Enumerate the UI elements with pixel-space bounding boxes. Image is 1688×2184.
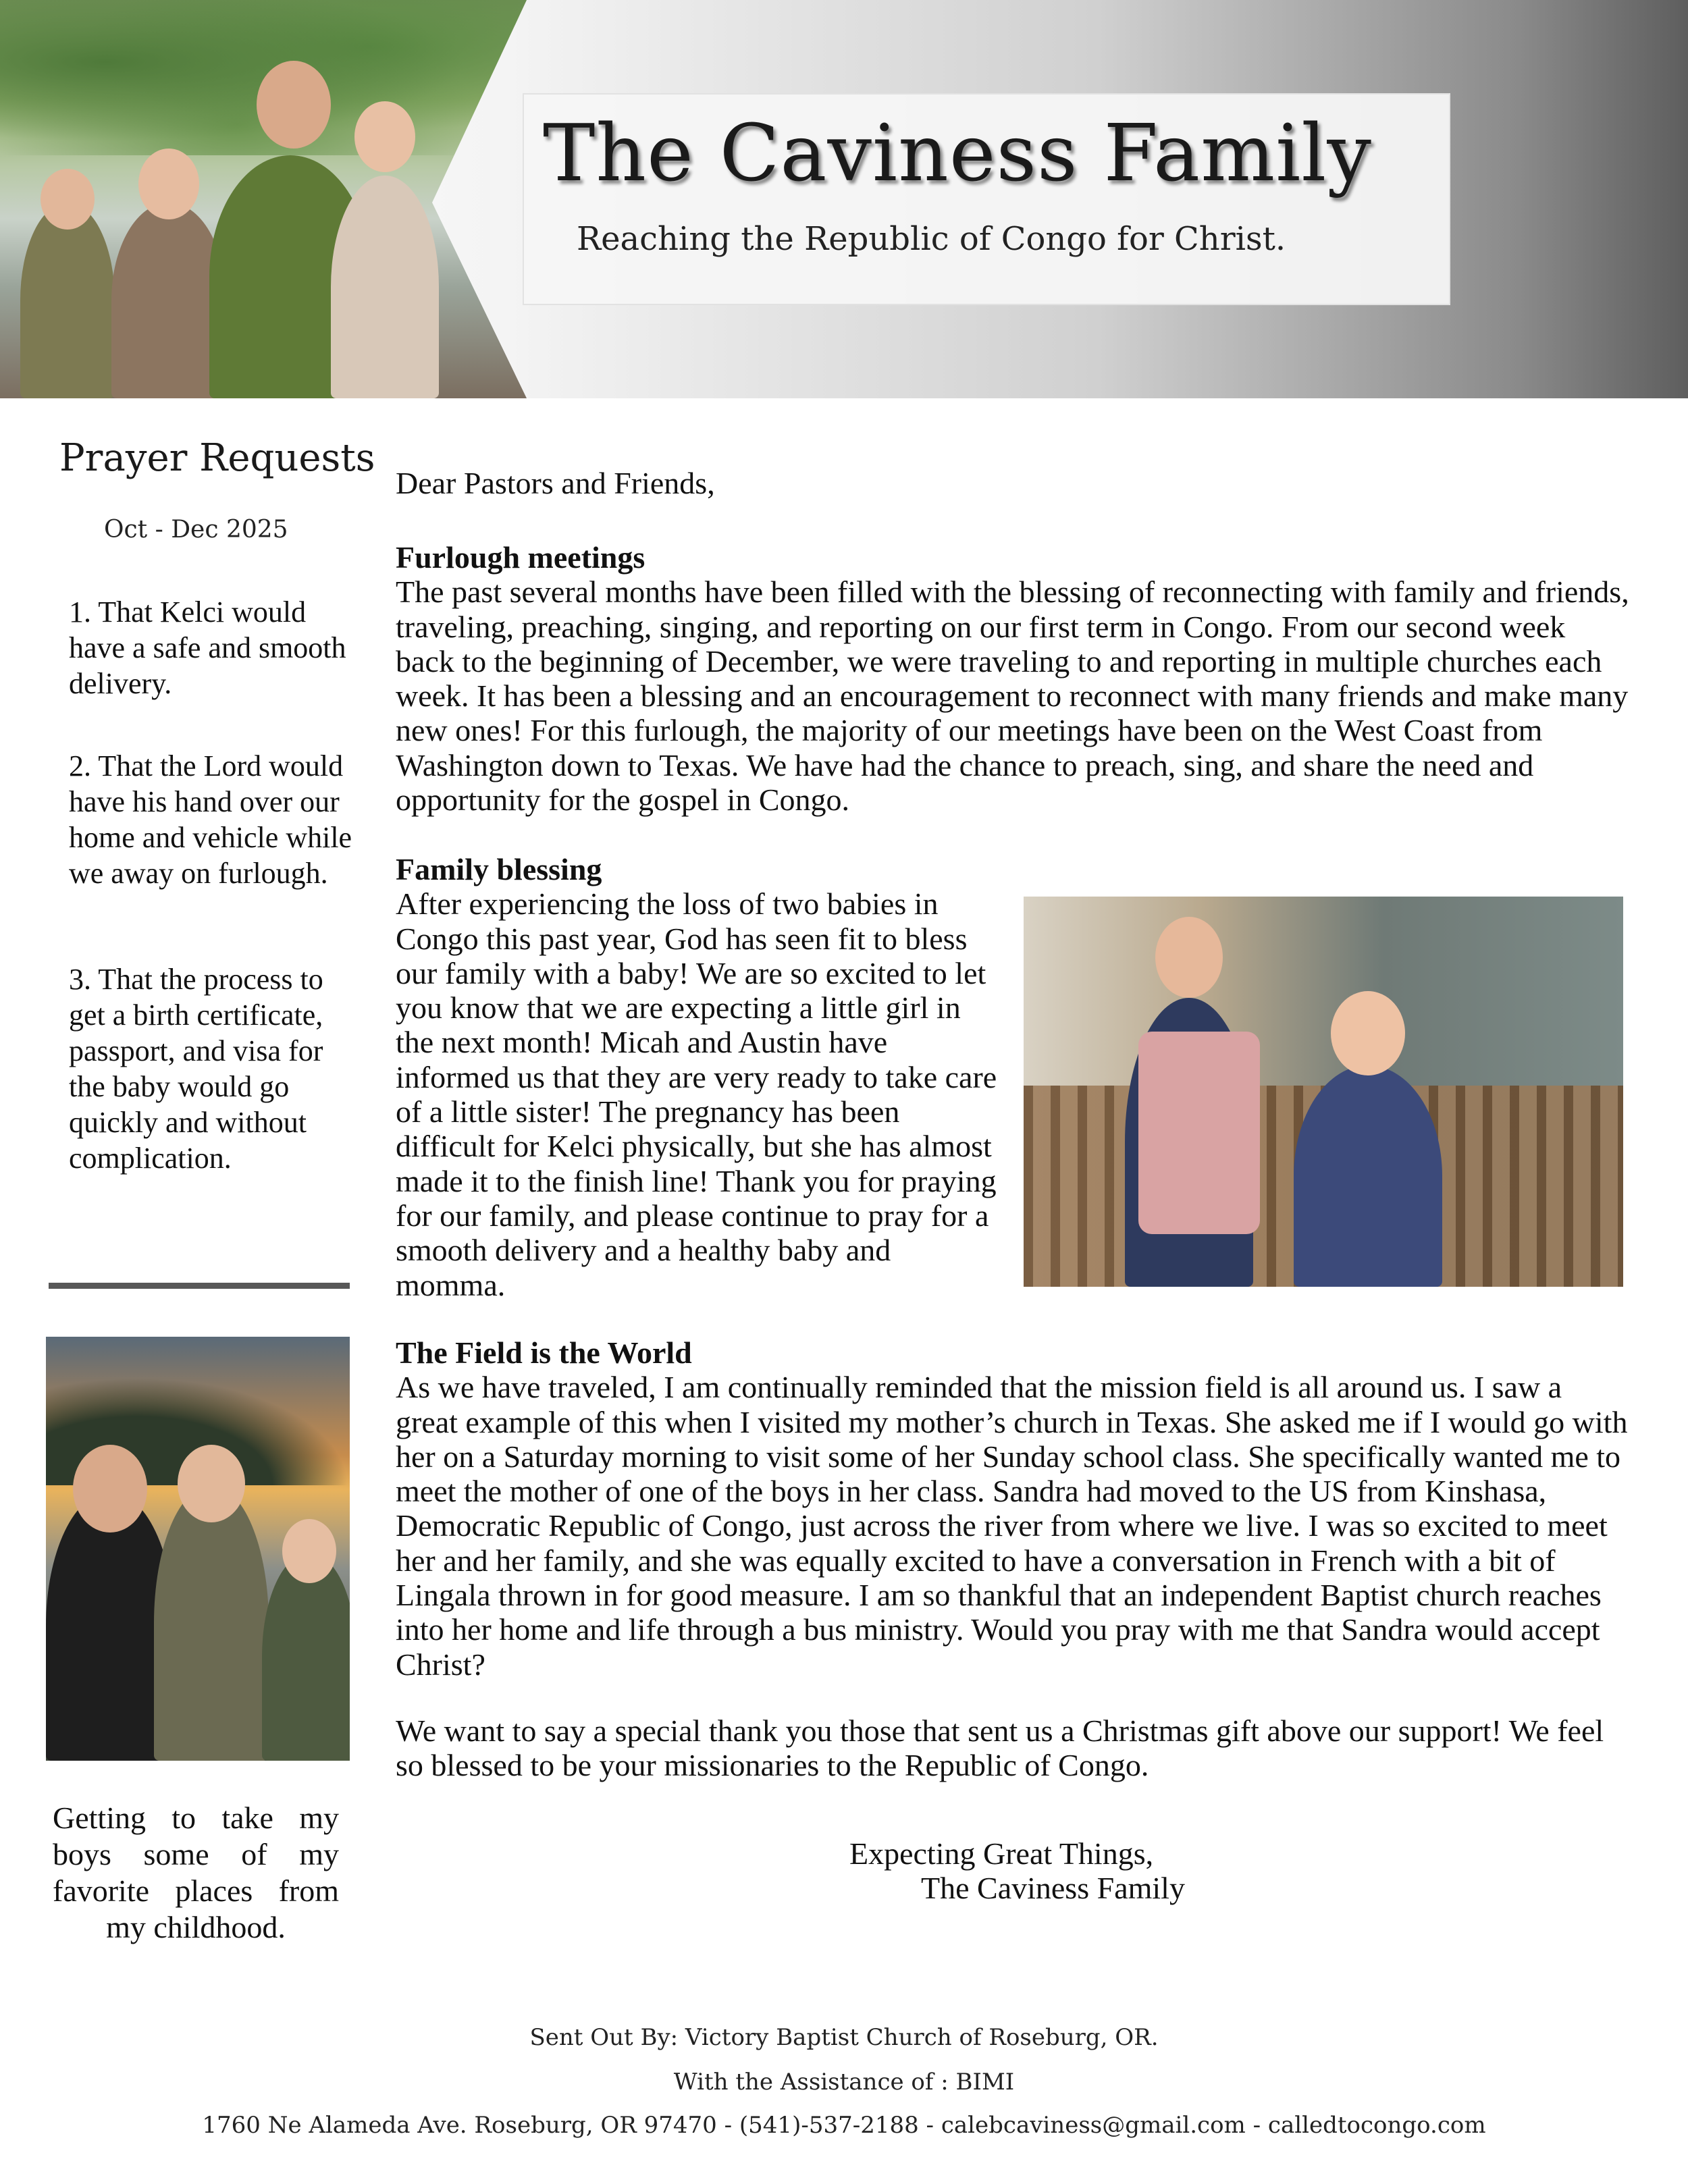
photo-figure	[262, 1553, 350, 1761]
boys-holding-sister-outfit-photo	[1024, 897, 1623, 1287]
section-body: As we have traveled, I am continually reminded that the mission field is all around us. I saw a great example of this when I visited my mother’s church in Texas. She asked me if I would go with her on a Saturday morning to visit some of her Sunday school class. She specifically wanted me to meet the mother of one of the boys in her class. Sandra had moved to the US from Kinshasa, Democratic Republic of Congo, just across the river from where we live. I was so excited to meet her and her family, and she was equally excited to have a conversation in French with a bit of Lingala thrown in for good measure. I am so thankful that an independent Baptist church reaches into her home and life through a bus ministry. Would you pray with me that Sandra would accept Christ?	[396, 1370, 1628, 1682]
photo-figure	[1138, 1032, 1260, 1234]
prayer-item: 3. That the process to get a birth certificate, passport, and visa for the baby would go quickly and without complication.	[69, 963, 323, 1175]
signoff-signature: The Caviness Family	[921, 1871, 1185, 1906]
closing-paragraph: We want to say a special thank you those that sent us a Christmas gift above our support! We feel so blessed to be your missionaries to the Republic of Congo.	[396, 1713, 1604, 1783]
footer-sending-church: Sent Out By: Victory Baptist Church of Roseburg, OR.	[529, 2024, 1159, 2051]
section-heading: The Field is the World	[396, 1335, 692, 1370]
signoff-line: Expecting Great Things,	[849, 1836, 1154, 1871]
photo-figure	[154, 1485, 269, 1761]
letter-greeting: Dear Pastors and Friends,	[396, 466, 715, 500]
section-body: After experiencing the loss of two babies in Congo this past year, God has seen fit to bless our family with a baby! We are so excited to let you know that we are expecting a little girl in the next month! Micah and Austin have informed us that they are very ready to take care of a little sister! The pregnancy has been difficult for Kelci physically, but she has almost made it to the finish line! Thank you for praying for our family, and please continue to pray for a smooth delivery and a healthy baby and momma.	[396, 886, 997, 1302]
title-box	[523, 93, 1450, 305]
prayer-requests-title: Prayer Requests	[59, 436, 375, 480]
prayer-requests-date: Oct - Dec 2025	[104, 516, 288, 543]
header-banner	[0, 0, 1688, 398]
family-photo	[0, 0, 527, 398]
footer-assistance: With the Assistance of : BIMI	[673, 2069, 1015, 2096]
page-title: The Caviness Family	[543, 108, 1372, 199]
photo-figure	[1294, 1065, 1442, 1287]
section-field-is-the-world	[396, 1335, 1631, 1682]
section-furlough	[396, 540, 1631, 817]
section-heading: Family blessing	[396, 852, 602, 886]
prayer-item: 2. That the Lord would have his hand over our home and vehicle while we away on furlough.	[69, 749, 352, 890]
signoff	[849, 1836, 1185, 1906]
section-heading: Furlough meetings	[396, 540, 645, 575]
prayer-item: 1. That Kelci would have a safe and smooth delivery.	[69, 595, 346, 700]
section-body: The past several months have been filled with the blessing of reconnecting with family and friends, traveling, preaching, singing, and reporting on our first term in Congo. From our second week back to the beginning of December, we were traveling to and reporting in multiple churches each week. It has been a blessing and an encouragement to reconnect with many friends and make many new ones! For this furlough, the majority of our meetings have been on the West Coast from Washington down to Texas. We have had the chance to preach, sing, and share the need and opportunity for the gospel in Congo.	[396, 575, 1629, 818]
page-subtitle: Reaching the Republic of Congo for Christ.	[577, 220, 1286, 258]
footer-contact: 1760 Ne Alameda Ave. Roseburg, OR 97470 - (541)-537-2188 - calebcaviness@gmail.com - calledtocongo.com	[202, 2112, 1486, 2139]
sidebar-divider	[49, 1283, 350, 1289]
photo-figure	[331, 176, 439, 398]
photo-caption: Getting to take my boys some of my favorite places from my childhood.	[53, 1801, 339, 1944]
father-sons-photo	[46, 1337, 350, 1761]
photo-figure	[20, 203, 115, 398]
